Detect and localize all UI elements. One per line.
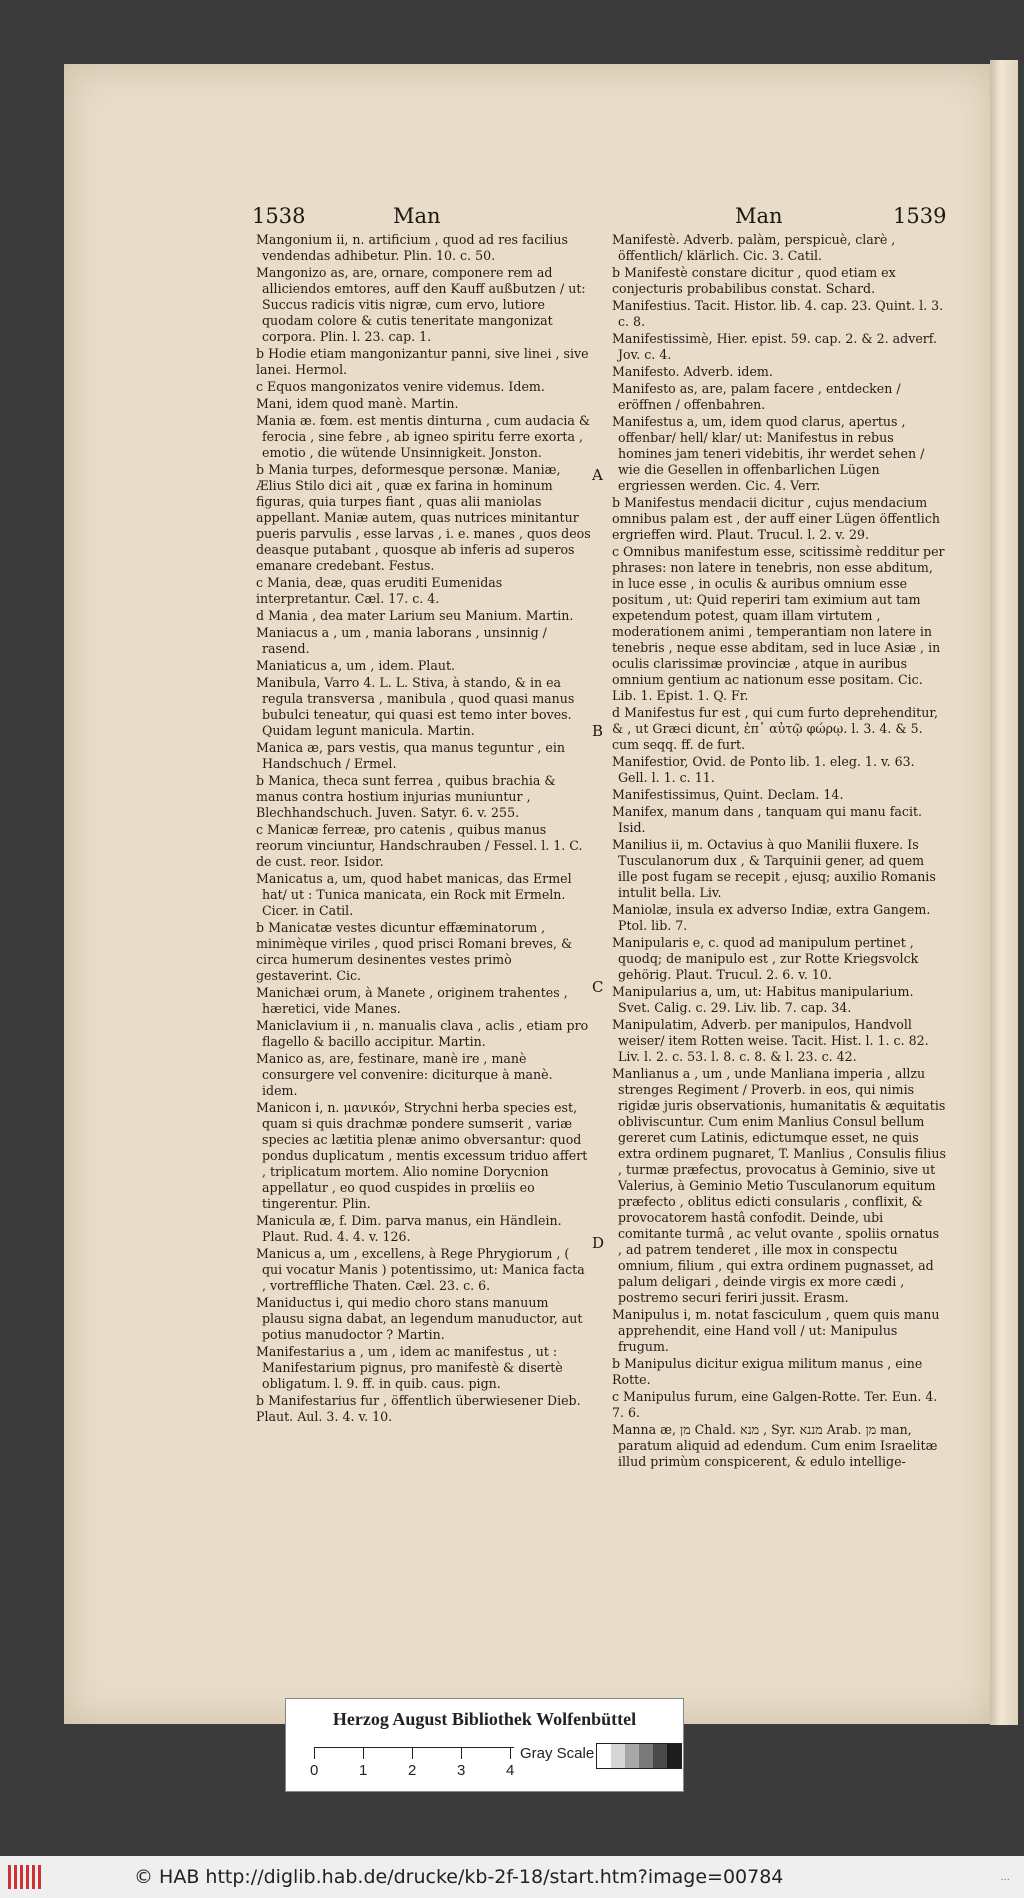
gray-swatch [597, 1744, 611, 1768]
dictionary-entry: Manico as, are, festinare, manè ire , manè consurgere vel convenire: diciturque à manè. idem. [256, 1051, 553, 1098]
dictionary-entry: Mangonium ii, n. artificium , quod ad res facilius vendendas adhibetur. Plin. 10. c. 50. [256, 232, 568, 263]
left-column [256, 232, 591, 1426]
dictionary-entry: c Mania, deæ, quas eruditi Eumenidas interpretantur. Cæl. 17. c. 4. [256, 575, 503, 606]
ruler-number: 3 [457, 1762, 466, 1779]
dictionary-entry: b Manica, theca sunt ferrea , quibus brachia & manus contra hostium injurias muniuntur , Blechhandschuch. Juven. Satyr. 6. v. 255. [256, 773, 556, 820]
dictionary-entry: Manibula, Varro 4. L. L. Stiva, à stando, & in ea regula transversa , manibula , quod quasi manus bubulci teneatur, qui quasi est temo inter boves. Quidam legunt manicula. Martin. [256, 675, 575, 738]
ruler-number: 2 [408, 1762, 417, 1779]
dictionary-entry: Manipularis e, c. quod ad manipulum pertinet , quodq; de manipulo est , zur Rotte Kriegsvolck gehörig. Plaut. Trucul. 2. 6. v. 10. [612, 935, 919, 982]
dictionary-entry: Mangonizo as, are, ornare, componere rem ad alliciendos emtores, auff den Kauff außbutzen / ut: Succus radicis vitis nigræ, cum ervo, lutiore quodam colore & cutis teneritate mangonizat corpora. Plin. l. 23. cap. 1. [256, 265, 586, 344]
dictionary-entry: Manifestior, Ovid. de Ponto lib. 1. eleg. 1. v. 63. Gell. l. 1. c. 11. [612, 754, 915, 785]
page-number-left: 1538 [252, 204, 306, 228]
dictionary-entry: Mani, idem quod manè. Martin. [256, 396, 459, 411]
dictionary-entry: Maniductus i, qui medio choro stans manuum plausu signa dabat, an legendum manuductor, aut potius manudoctor ? Martin. [256, 1295, 583, 1342]
viewer-footer [0, 1856, 1024, 1898]
dictionary-entry: Manicula æ, f. Dim. parva manus, ein Händlein. Plaut. Rud. 4. 4. v. 126. [256, 1213, 562, 1244]
page-number-right: 1539 [893, 204, 947, 228]
dictionary-entry: b Manifestè constare dicitur , quod etiam ex conjecturis probabilibus constat. Schard. [612, 265, 896, 296]
dictionary-entry: Manicatus a, um, quod habet manicas, das Ermel hat/ ut : Tunica manicata, ein Rock mit Ermeln. Cicer. in Catil. [256, 871, 572, 918]
dictionary-entry: Manifestius. Tacit. Histor. lib. 4. cap. 23. Quint. l. 3. c. 8. [612, 298, 944, 329]
ruler-tick [461, 1747, 462, 1759]
hab-logo-icon [8, 1865, 46, 1889]
calibration-card [285, 1698, 684, 1792]
running-head-left: Man [393, 204, 441, 228]
dictionary-entry: Mania æ. fœm. est mentis dinturna , cum audacia & ferocia , sine febre , ab igneo spiritu ferre exorta , emotio , die wütende Unsinnigkeit. Jonston. [256, 413, 591, 460]
gray-swatch [653, 1744, 667, 1768]
dictionary-entry: Maniacus a , um , mania laborans , unsinnig / rasend. [256, 625, 547, 656]
margin-letter-a: A [592, 466, 603, 484]
dictionary-entry: b Manifestarius fur , öffentlich überwiesener Dieb. Plaut. Aul. 3. 4. v. 10. [256, 1393, 581, 1424]
dictionary-entry: Manifesto. Adverb. idem. [612, 364, 773, 379]
dictionary-entry: c Omnibus manifestum esse, scitissimè redditur per phrases: non latere in tenebris, non esse abditum, in luce esse , in oculis & auribus omnium esse positum , ut: Quid reperiri tam eximium aut tam expetendum potest, quam illam virtutem , moderationem animi , temperantiam non latere in tenebris , neque esse abditam, sed in luce Asiæ , in oculis clarissimæ provinciæ , atque in auribus omnium gentium ac nationum esse positam. Cic. Lib. 1. Epist. 1. Q. Fr. [612, 544, 945, 703]
running-head-right: Man [735, 204, 783, 228]
ruler-tick [363, 1747, 364, 1759]
gray-swatch [639, 1744, 653, 1768]
dictionary-entry: b Hodie etiam mangonizantur panni, sive linei , sive lanei. Hermol. [256, 346, 589, 377]
dictionary-entry: Manipularius a, um, ut: Habitus manipularium. Svet. Calig. c. 29. Liv. lib. 7. cap. 34. [612, 984, 914, 1015]
dictionary-entry: Manifestus a, um, idem quod clarus, apertus , offenbar/ hell/ klar/ ut: Manifestus in rebus homines jam teneri videbitis, ihr werdet sehen / wie die Gesellen in offenbarlichen Lügen ergriessen werden. Cic. 4. Verr. [612, 414, 925, 493]
ruler-scale [310, 1747, 515, 1779]
ruler-number: 1 [359, 1762, 368, 1779]
dictionary-entry: Manifesto as, are, palam facere , entdecken / eröffnen / offenbahren. [612, 381, 901, 412]
dictionary-entry: Manifestè. Adverb. palàm, perspicuè, clarè , öffentlich/ klärlich. Cic. 3. Catil. [612, 232, 896, 263]
right-column [612, 232, 947, 1471]
dictionary-entry: Manifestarius a , um , idem ac manifestus , ut : Manifestarium pignus, pro manifestè & disertè obligatum. l. 9. ff. in quib. caus. pign. [256, 1344, 563, 1391]
dictionary-entry: c Manipulus furum, eine Galgen-Rotte. Ter. Eun. 4. 7. 6. [612, 1389, 938, 1420]
dictionary-entry: Manicus a, um , excellens, à Rege Phrygiorum , ( qui vocatur Manis ) potentissimo, ut: Manica facta , vortreffliche Thaten. Cæl. 23. c. 6. [256, 1246, 585, 1293]
more-dots-icon[interactable]: ... [1000, 1872, 1010, 1883]
library-name: Herzog August Bibliothek Wolfenbüttel [332, 1709, 637, 1729]
dictionary-entry: Manifestissimus, Quint. Declam. 14. [612, 787, 844, 802]
dictionary-entry: b Manicatæ vestes dicuntur effæminatorum , minimèque viriles , quod prisci Romani breves, & circa humerum desinentes vestes primò gestaverint. Cic. [256, 920, 573, 983]
dictionary-entry: Manipulus i, m. notat fasciculum , quem quis manu apprehendit, eine Hand voll / ut: Manipulus frugum. [612, 1307, 940, 1354]
ruler-tick [412, 1747, 413, 1759]
ruler-tick [314, 1747, 315, 1759]
dictionary-entry: Manichæi orum, à Manete , originem trahentes , hæretici, vide Manes. [256, 985, 568, 1016]
gray-swatch [625, 1744, 639, 1768]
margin-letter-c: C [592, 978, 604, 996]
dictionary-entry: Manicon i, n. μανικόν, Strychni herba species est, quam si quis drachmæ pondere sumserit , variæ species ac lætitia plenæ animo obversantur: quod pondus duplicatum , mentis excessum triduo affert , triplicatum mortem. Alio nomine Dorycnion appellatur , eo quod cuspides in prœliis eo tingerentur. Plin. [256, 1100, 588, 1211]
dictionary-entry: Manipulatim, Adverb. per manipulos, Handvoll weiser/ item Rotten weise. Tacit. Hist. l. 1. c. 82. Liv. l. 2. c. 53. l. 8. c. 8. & l. 23. c. 42. [612, 1017, 929, 1064]
gray-swatch [611, 1744, 625, 1768]
ruler-number: 0 [310, 1762, 319, 1779]
margin-letter-b: B [592, 722, 604, 740]
dictionary-entry: d Mania , dea mater Larium seu Manium. Martin. [256, 608, 574, 623]
dictionary-entry: Manifestissimè, Hier. epist. 59. cap. 2. & 2. adverf. Jov. c. 4. [612, 331, 938, 362]
dictionary-entry: b Manifestus mendacii dicitur , cujus mendacium omnibus palam est , der auff einer Lügen öffentlich ergrieffen wird. Plaut. Trucul. l. 2. v. 29. [612, 495, 940, 542]
dictionary-entry: b Mania turpes, deformesque personæ. Maniæ, Ælius Stilo dici ait , quæ ex farina in hominum figuras, quia turpes fiant , quas alii maniolas appellant. Maniæ autem, quas nutrices minitantur pueris parvulis , esse larvas , i. e. manes , quos deos deasque putabant , quosque ab inferis ad superos emanare credebant. Festus. [256, 462, 591, 573]
dictionary-entry: Manna æ, מן Chald. מנא , Syr. מננא Arab. מן man, paratum aliquid ad edendum. Cum enim Israelitæ illud primùm conspicerent, & edulo intellige- [612, 1422, 938, 1469]
margin-letter-d: D [592, 1234, 605, 1252]
dictionary-entry: Maniaticus a, um , idem. Plaut. [256, 658, 456, 673]
dictionary-entry: Maniclavium ii , n. manualis clava , aclis , etiam pro flagello & bacillo accipitur. Martin. [256, 1018, 589, 1049]
dictionary-entry: Manifex, manum dans , tanquam qui manu facit. Isid. [612, 804, 923, 835]
ruler-number: 4 [506, 1762, 515, 1779]
page-edge [990, 60, 1018, 1725]
dictionary-entry: d Manifestus fur est , qui cum furto deprehenditur, & , ut Græci dicunt, ἐπ᾽ αὐτῷ φώρῳ. l. 3. 4. & 5. cum seqq. ff. de furt. [612, 705, 938, 752]
copyright-link[interactable]: © HAB http://diglib.hab.de/drucke/kb-2f-18/start.htm?image=00784 [134, 1866, 784, 1888]
ruler-tick [510, 1747, 511, 1759]
dictionary-entry: c Equos mangonizatos venire videmus. Idem. [256, 379, 545, 394]
dictionary-entry: Manilius ii, m. Octavius à quo Manilii fluxere. Is Tusculanorum dux , & Tarquinii gener, ad quem ille post fugam se recepit , ejusq; auxilio Romanis intulit bella. Liv. [612, 837, 936, 900]
gray-swatch [667, 1744, 681, 1768]
dictionary-entry: Manlianus a , um , unde Manliana imperia , allzu strenges Regiment / Proverb. in eos, qui nimis rigidæ juris observationis, humanitatis & æquitatis obliviscuntur. Cum enim Manlius Consul bellum gereret cum Latinis, edictumque esset, ne quis extra ordinem pugnaret, T. Manlius , Consulis filius , turmæ præfectus, provocatus à Geminio, sive ut Valerius, à Geminio Metio Tusculanorum equitum præfecto , oblitus edicti consularis , conflixit, & provocatorem hastâ confodit. Deinde, ubi comitante turmâ , ac velut ovante , spoliis ornatus , ad patrem tenderet , ille mox in conspectu omnium, filium , qui extra ordinem pugnasset, ad palum deligari , deinde virgis ex more cædi , postremo securi feriri jussit. Erasm. [612, 1066, 946, 1305]
dictionary-entry: b Manipulus dicitur exigua militum manus , eine Rotte. [612, 1356, 923, 1387]
dictionary-entry: Manica æ, pars vestis, qua manus teguntur , ein Handschuch / Ermel. [256, 740, 566, 771]
dictionary-entry: c Manicæ ferreæ, pro catenis , quibus manus reorum vinciuntur, Handschrauben / Fessel. l. 1. C. de cust. reor. Isidor. [256, 822, 583, 869]
gray-scale-swatches [596, 1743, 682, 1769]
dictionary-entry: Maniolæ, insula ex adverso Indiæ, extra Gangem. Ptol. lib. 7. [612, 902, 931, 933]
gray-scale-label: Gray Scale [520, 1745, 595, 1762]
